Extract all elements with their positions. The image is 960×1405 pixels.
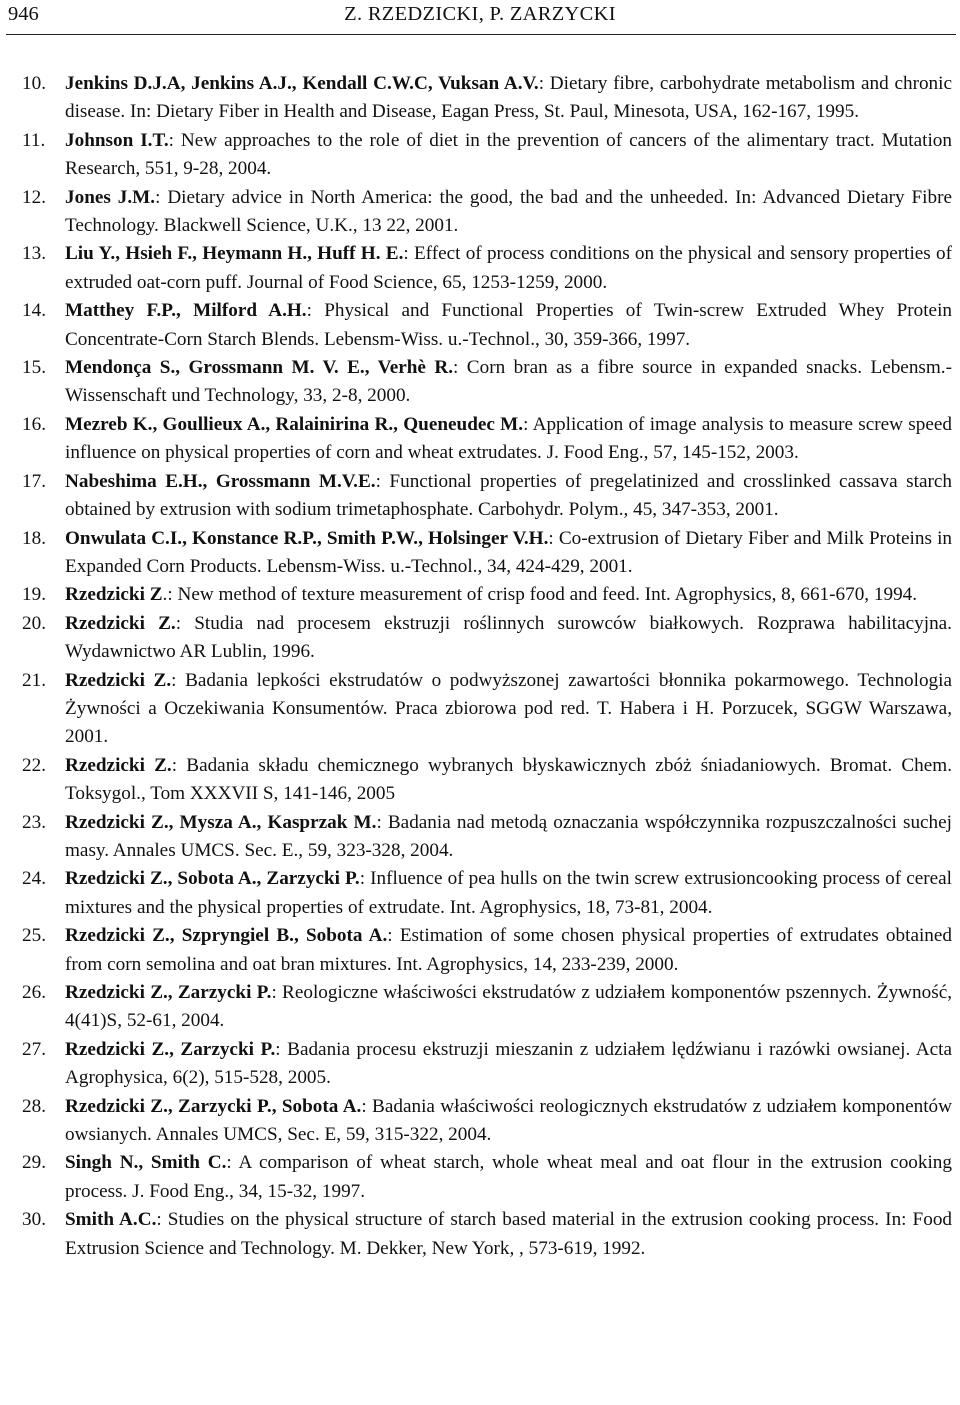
reference-authors: Mendonça S., Grossmann M. V. E., Verhè R. (65, 357, 454, 379)
reference-number: 14. (22, 300, 46, 322)
reference-number: 13. (22, 243, 46, 265)
reference-authors: Rzedzicki Z. (65, 754, 172, 776)
reference-authors: Liu Y., Hsieh F., Heymann H., Huff H. E. (65, 243, 404, 265)
reference-text: : Physical and Functional Properties of Twin-screw Extruded Whey Protein Concentrate-Corn Starch Blends. Lebensm-Wiss. u.-Technol., 30, 359-366, 1997. (65, 300, 952, 350)
reference-text: : Dietary fibre, carbohydrate metabolism and chronic disease. In: Dietary Fiber in Health and Disease, Eagan Press, St. Paul, Minesota, USA, 162-167, 1995. (65, 73, 952, 123)
reference-number: 12. (22, 186, 46, 208)
reference-item-13 (0, 240, 960, 297)
reference-item-12 (0, 184, 960, 241)
reference-number: 17. (22, 470, 46, 492)
reference-item-23 (0, 809, 960, 866)
reference-authors: Mezreb K., Goullieux A., Ralainirina R., Queneudec M. (65, 413, 524, 435)
page-number: 946 (8, 3, 39, 25)
reference-text: : Functional properties of pregelatinized and crosslinked cassava starch obtained by extrusion with sodium trimetaphosphate. Carbohydr. Polym., 45, 347-353, 2001. (65, 470, 952, 521)
reference-number: 20. (22, 612, 46, 634)
reference-text: : Badania lepkości ekstrudatów o podwyższonej zawartości błonnika pokarmowego. Technologia Żywności a Oczekiwania Konsumentów. Praca zbiorowa pod red. T. Habera i H. Porzucek, SGGW Warszawa, 2001. (65, 669, 952, 748)
reference-number: 10. (22, 73, 46, 94)
reference-item-28 (0, 1093, 960, 1150)
reference-text: : Influence of pea hulls on the twin screw extrusioncooking process of cereal mixtures and the physical properties of extrudate. Int. Agrophysics, 18, 73-81, 2004. (65, 868, 952, 918)
reference-number: 30. (22, 1209, 46, 1231)
reference-number: 15. (22, 357, 46, 379)
reference-number: 16. (22, 413, 46, 435)
reference-text: : Effect of process conditions on the physical and sensory properties of extruded oat-corn puff. Journal of Food Science, 65, 1253-1259, 2000. (65, 243, 953, 293)
reference-item-27 (0, 1036, 960, 1093)
reference-item-24 (0, 865, 960, 922)
reference-text: : Dietary advice in North America: the good, the bad and the unheeded. In: Advanced Dietary Fibre Technology. Blackwell Science, U.K., 13 22, 2001. (65, 186, 953, 237)
reference-authors: Onwulata C.I., Konstance R.P., Smith P.W., Holsinger V.H. (65, 527, 549, 549)
reference-text: : Badania nad metodą oznaczania współczynnika rozpuszczalności suchej masy. Annales UMCS. Sec. E., 59, 323-328, 2004. (65, 811, 952, 861)
reference-authors: Matthey F.P., Milford A.H. (65, 300, 307, 322)
reference-item-30 (0, 1206, 960, 1263)
reference-authors: Rzedzicki Z., Zarzycki P. (65, 1038, 276, 1060)
reference-item-20 (0, 610, 960, 667)
reference-number: 23. (22, 811, 46, 833)
reference-authors: Jones J.M. (65, 186, 156, 208)
running-head: Z. RZEDZICKI, P. ZARZYCKI (344, 3, 616, 25)
reference-item-16 (0, 411, 960, 468)
reference-item-26 (0, 979, 960, 1036)
reference-list (0, 70, 960, 1263)
reference-text: : Co-extrusion of Dietary Fiber and Milk Proteins in Expanded Corn Products. Lebensm-Wiss. u.-Technol., 34, 424-429, 2001. (65, 527, 952, 577)
reference-text: : Badania składu chemicznego wybranych błyskawicznych zbóż śniadaniowych. Bromat. Chem. Toksygol., Tom XXXVII S, 141-146, 2005 (65, 754, 952, 805)
reference-authors: Rzedzicki Z., Zarzycki P., Sobota A. (65, 1095, 362, 1117)
reference-number: 11. (22, 129, 46, 151)
reference-number: 19. (22, 584, 46, 606)
page-header (0, 0, 960, 32)
reference-authors: Nabeshima E.H., Grossmann M.V.E. (65, 470, 376, 492)
reference-number: 22. (22, 754, 46, 776)
reference-item-17 (0, 468, 960, 525)
reference-text: : Studies on the physical structure of starch based material in the extrusion cooking process. In: Food Extrusion Science and Technology. M. Dekker, New York, , 573-619, 1992. (65, 1209, 953, 1259)
reference-authors: Rzedzicki Z., Mysza A., Kasprzak M. (65, 811, 377, 833)
reference-item-25 (0, 922, 960, 979)
reference-text: : New approaches to the role of diet in the prevention of cancers of the alimentary tract. Mutation Research, 551, 9-28, 2004. (65, 129, 952, 180)
reference-authors: Rzedzicki Z., Szpryngiel B., Sobota A. (65, 925, 388, 947)
reference-item-21 (0, 667, 960, 752)
reference-authors: Smith A.C. (65, 1209, 157, 1231)
reference-text: : Badania właściwości reologicznych ekstrudatów z udziałem komponentów owsianych. Annales UMCS, Sec. E, 59, 315-322, 2004. (65, 1095, 952, 1146)
reference-text: : Reologiczne właściwości ekstrudatów z udziałem komponentów pszennych. Żywność, 4(41)S, 52-61, 2004. (65, 982, 953, 1032)
reference-authors: Rzedzicki Z., Zarzycki P. (65, 982, 272, 1003)
reference-authors: Jenkins D.J.A, Jenkins A.J., Kendall C.W.C, Vuksan A.V. (65, 73, 539, 94)
reference-text: .: New method of texture measurement of crisp food and feed. Int. Agrophysics, 8, 661-670, 1994. (162, 584, 918, 606)
reference-text: : Estimation of some chosen physical properties of extrudates obtained from corn semolina and oat bran mixtures. Int. Agrophysics, 14, 233-239, 2000. (65, 925, 952, 975)
reference-item-14 (0, 297, 960, 354)
reference-item-19 (0, 581, 960, 609)
reference-authors: Rzedzicki Z., Sobota A., Zarzycki P. (65, 868, 360, 890)
reference-number: 25. (22, 925, 46, 947)
reference-number: 18. (22, 527, 46, 549)
reference-authors: Rzedzicki Z. (65, 612, 176, 634)
reference-item-11 (0, 127, 960, 184)
reference-item-15 (0, 354, 960, 411)
header-divider (6, 34, 956, 35)
reference-item-22 (0, 752, 960, 809)
reference-item-29 (0, 1149, 960, 1206)
reference-number: 21. (22, 669, 46, 691)
reference-text: : Corn bran as a fibre source in expanded snacks. Lebensm.-Wissenschaft und Technology, 33, 2-8, 2000. (65, 357, 952, 407)
reference-text: : A comparison of wheat starch, whole wheat meal and oat flour in the extrusion cooking process. J. Food Eng., 34, 15-32, 1997. (65, 1152, 952, 1202)
reference-text: : Badania procesu ekstruzji mieszanin z udziałem lędźwianu i razówki owsianej. Acta Agrophysica, 6(2), 515-528, 2005. (65, 1038, 952, 1089)
reference-number: 27. (22, 1038, 46, 1060)
reference-number: 24. (22, 868, 46, 890)
reference-item-10 (0, 70, 960, 127)
reference-authors: Rzedzicki Z (65, 584, 163, 606)
reference-text: : Studia nad procesem ekstruzji roślinnych surowców białkowych. Rozprawa habilitacyjna. Wydawnictwo AR Lublin, 1996. (65, 612, 952, 663)
reference-text: : Application of image analysis to measure screw speed influence on physical properties of corn and wheat extrudates. J. Food Eng., 57, 145-152, 2003. (65, 413, 952, 464)
reference-authors: Johnson I.T. (65, 129, 169, 151)
reference-number: 29. (22, 1152, 46, 1174)
reference-item-18 (0, 525, 960, 582)
reference-number: 26. (22, 982, 46, 1003)
reference-authors: Singh N., Smith C. (65, 1152, 227, 1174)
reference-authors: Rzedzicki Z. (65, 669, 172, 691)
reference-number: 28. (22, 1095, 46, 1117)
